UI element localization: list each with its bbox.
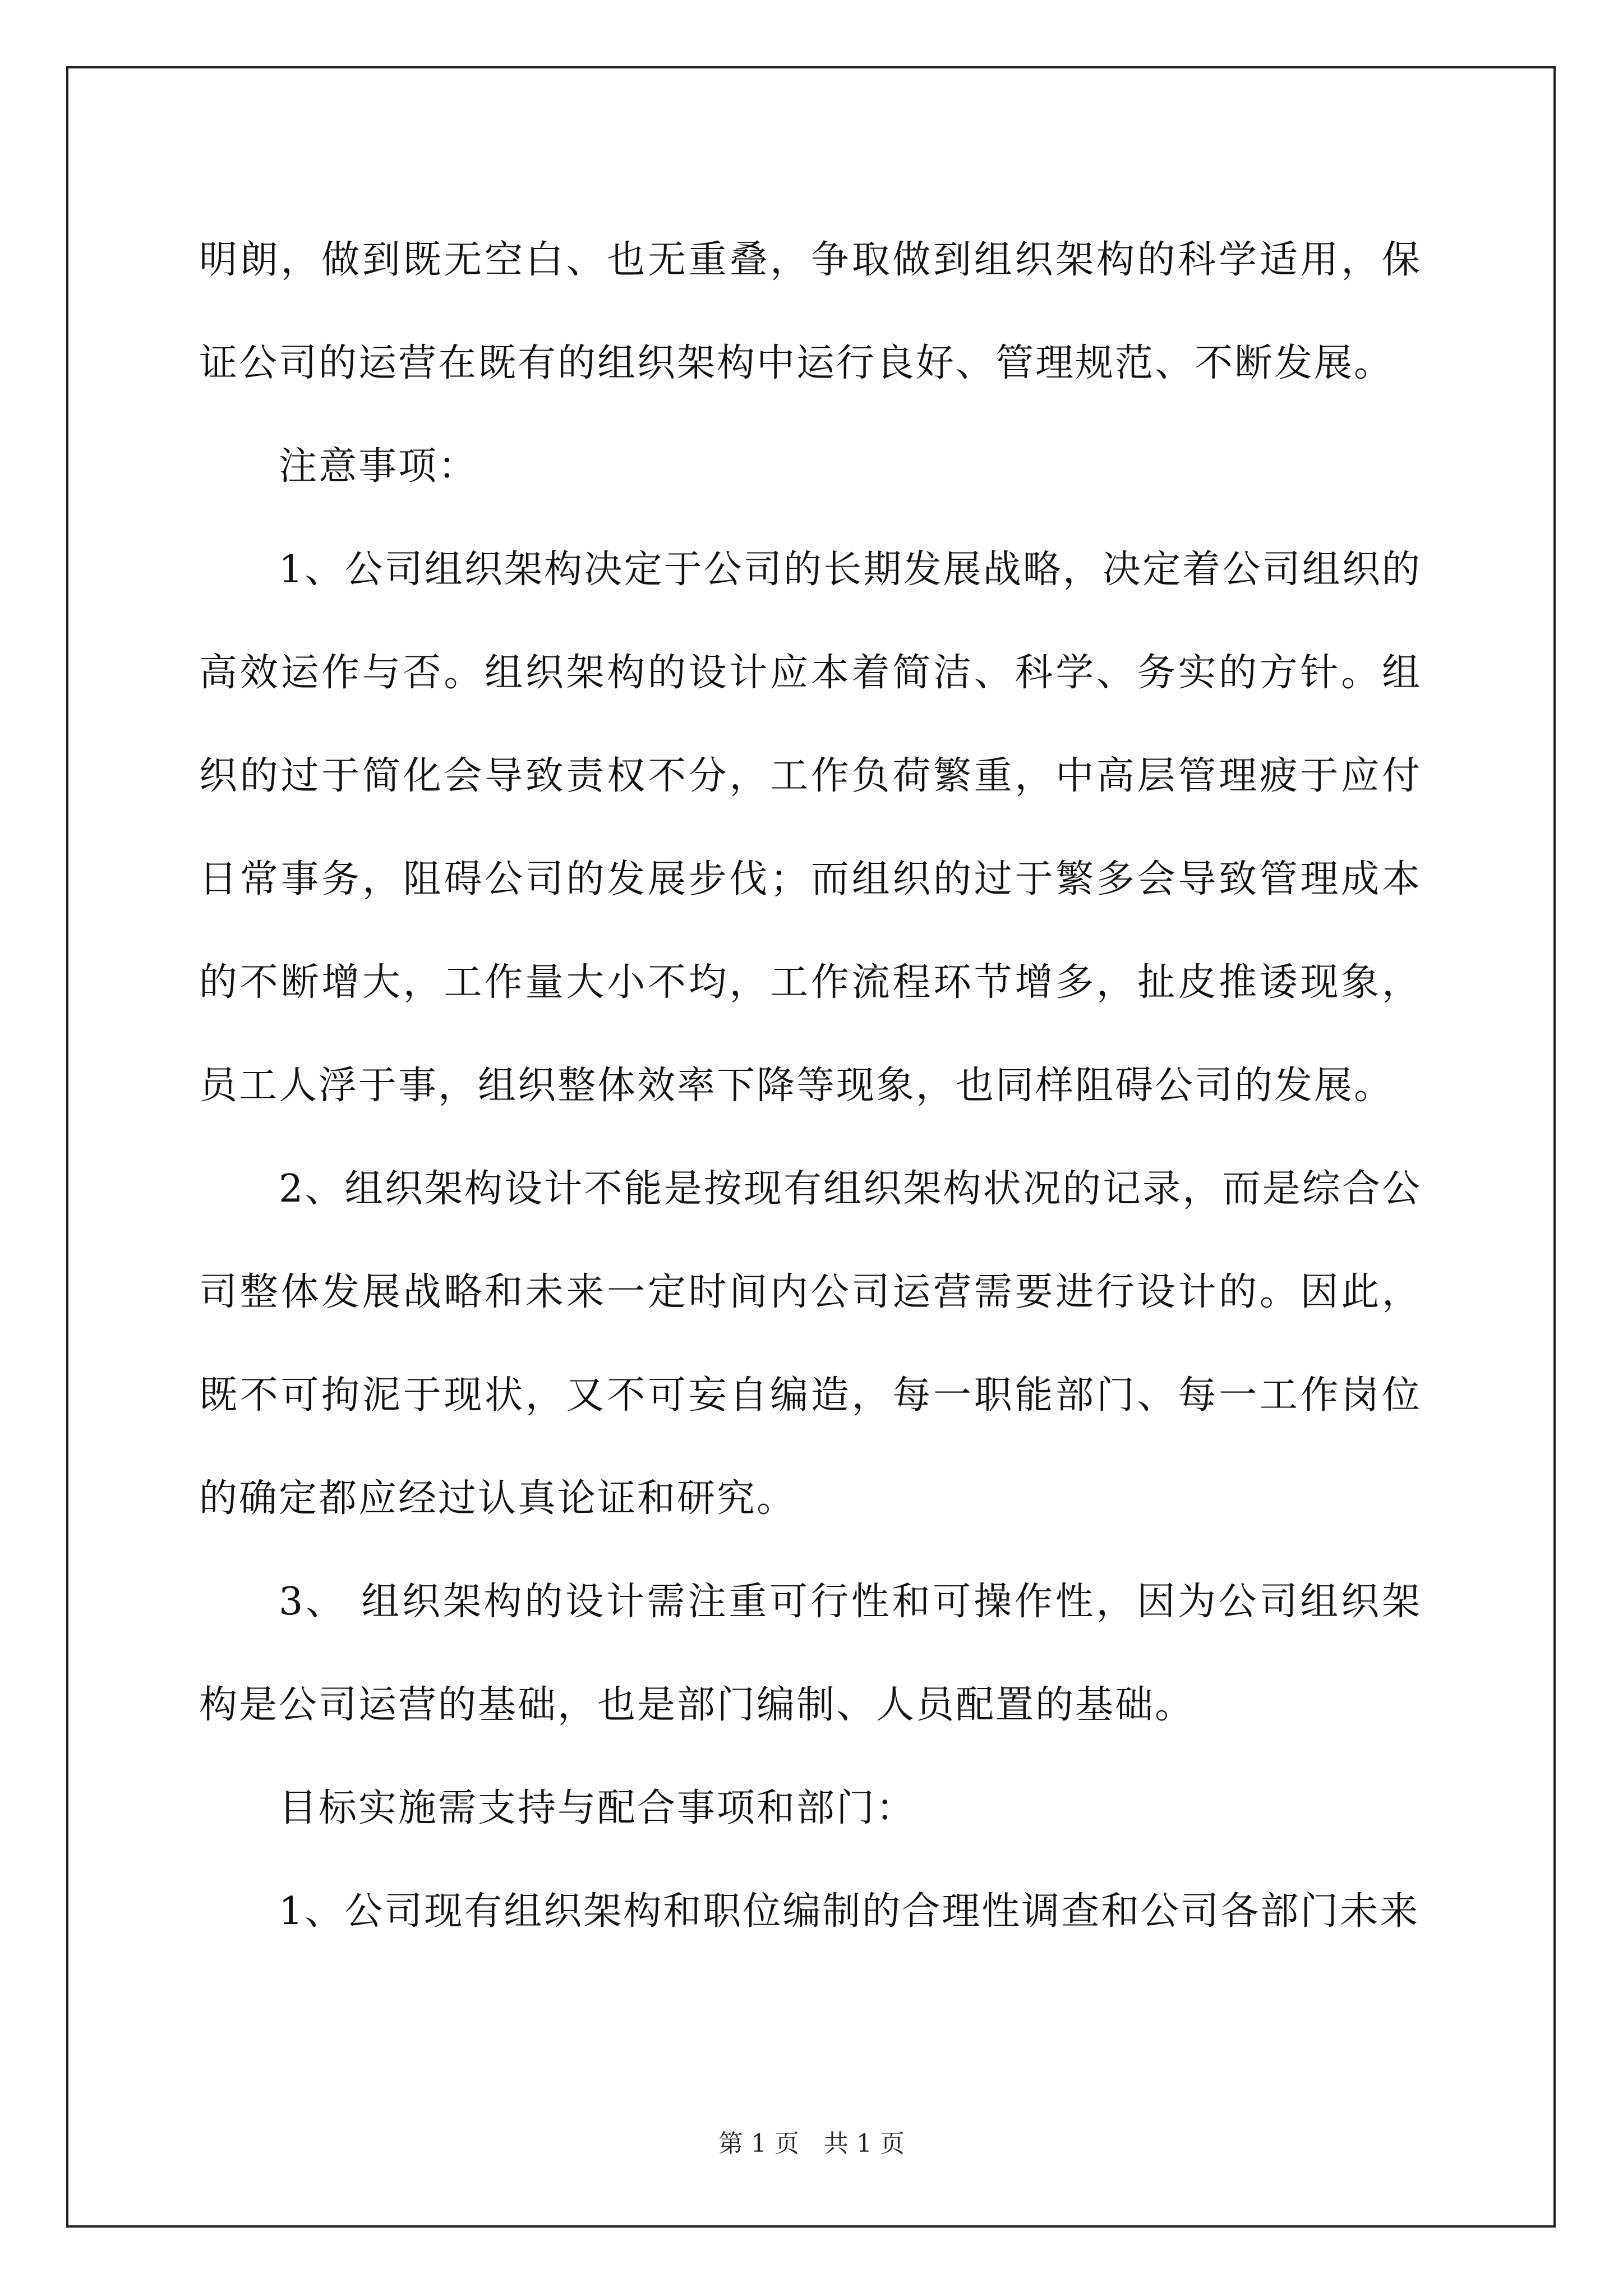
paragraph-note-1: 1、公司组织架构决定于公司的长期发展战略，决定着公司组织的高效运作与否。组织架构的设计应本着简洁、科学、务实的方针。组织的过于简化会导致责权不分，工作负荷繁重，中高层管理疲于应付日常事务，阻碍公司的发展步伐；而组织的过于繁多会导致管理成本的不断增大，工作量大小不均，工作流程环节增多，扯皮推诿现象，员工人浮于事，组织整体效率下降等现象，也同样阻碍公司的发展。 — [199, 547, 1422, 1108]
paragraph-note-2: 2、组织架构设计不能是按现有组织架构状况的记录，而是综合公司整体发展战略和未来一定时间内公司运营需要进行设计的。因此，既不可拘泥于现状，又不可妄自编造，每一职能部门、每一工作岗位的确定都应经过认真论证和研究。 — [199, 1167, 1422, 1521]
paragraph-note-3: 3、 组织架构的设计需注重可行性和可操作性，因为公司组织架构是公司运营的基础，也是部门编制、人员配置的基础。 — [199, 1580, 1422, 1727]
page-number-footer: 第 1 页 共 1 页 — [718, 2129, 905, 2158]
paragraph-notes-heading: 注意事项： — [279, 444, 478, 489]
paragraph-support-heading: 目标实施需支持与配合事项和部门： — [279, 1786, 916, 1830]
paragraph-support-1: 1、公司现有组织架构和职位编制的合理性调查和公司各部门未来 — [279, 1889, 1420, 1934]
document-body — [199, 209, 1422, 1963]
paragraph-continuation: 明朗，做到既无空白、也无重叠，争取做到组织架构的科学适用，保证公司的运营在既有的组织架构中运行良好、管理规范、不断发展。 — [199, 238, 1422, 385]
